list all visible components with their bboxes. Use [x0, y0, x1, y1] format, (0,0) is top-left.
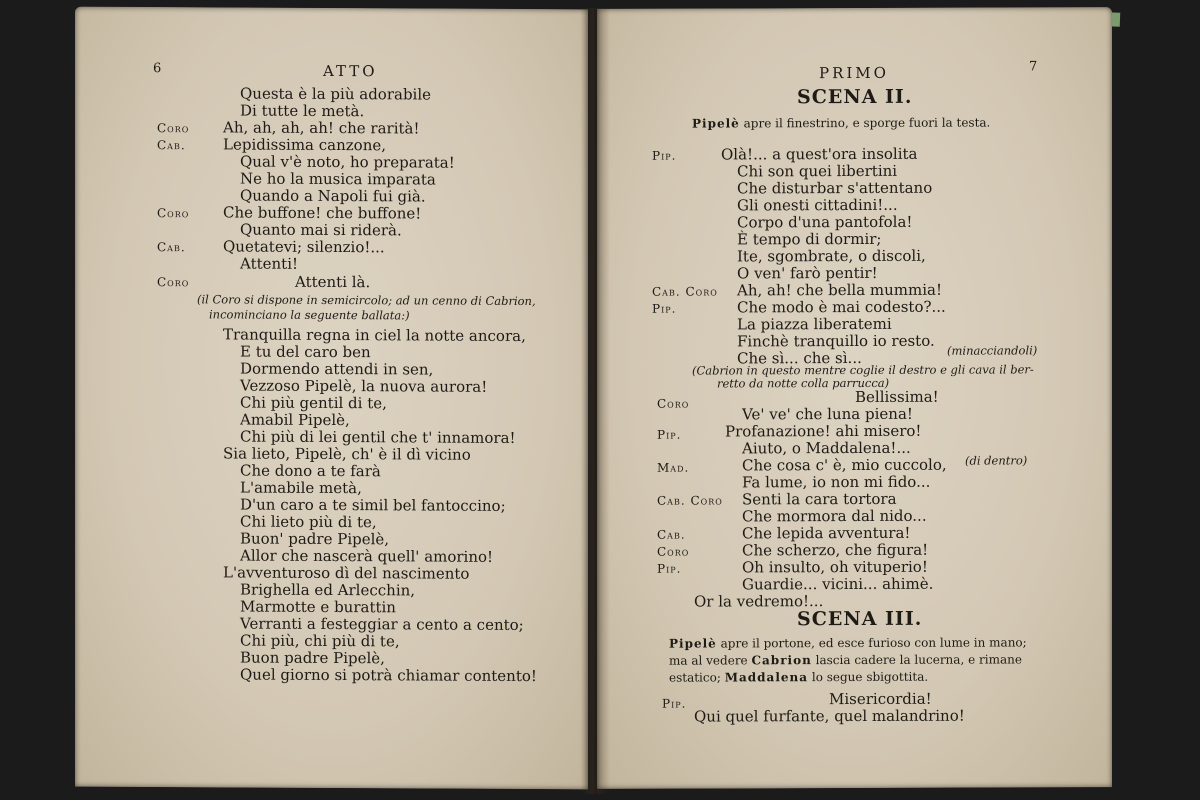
- ballata-line: E tu del caro ben: [240, 342, 371, 362]
- verse-line: Senti la cara tortora: [742, 489, 897, 509]
- book-gutter: [580, 8, 610, 794]
- speaker-label: Cab.: [157, 138, 186, 153]
- stage-direction: (il Coro si dispone in semicircolo; ad un cenno di Cabrion,: [197, 292, 536, 309]
- verse-line: Bellissima!: [855, 387, 939, 406]
- speaker-label: Pip.: [662, 696, 687, 711]
- character-name: Cabrion: [751, 653, 812, 668]
- stage-direction: (Cabrion in questo mentre coglie il destro e gli cava il ber-: [692, 362, 1034, 378]
- scene-description: [669, 635, 1027, 650]
- description-text: lo segue sbigottita.: [811, 669, 929, 685]
- verse-line: Corpo d'una pantofola!: [737, 212, 913, 232]
- verse-line: Oh insulto, oh vituperio!: [742, 557, 928, 577]
- verse-line: Guardie... vicini... ahimè.: [742, 574, 934, 594]
- verse-line: Quanto mai si riderà.: [240, 220, 402, 240]
- verse-line: Che sì... che sì...: [737, 348, 862, 368]
- description-text: lascia cadere la lucerna, e rimane: [815, 652, 1022, 668]
- ballata-line: Quel giorno si potrà chiamar contento!: [240, 665, 537, 686]
- ballata-line: Chi più di lei gentil che t' innamora!: [240, 427, 516, 447]
- verse-line: Attenti!: [240, 254, 299, 273]
- ballata-line: Vezzoso Pipelè, la nuova aurora!: [240, 376, 488, 396]
- verse-line: Lepidissima canzone,: [223, 135, 387, 155]
- speaker-label: Coro: [157, 275, 190, 290]
- speaker-label: Cab.: [157, 240, 186, 255]
- page-number: 7: [1029, 59, 1038, 75]
- ballata-line: Sia lieto, Pipelè, ch' è il dì vicino: [223, 444, 471, 464]
- verse-line: Quando a Napoli fui già.: [240, 186, 426, 206]
- running-head: PRIMO: [819, 63, 889, 83]
- verse-line: Quetatevi; silenzio!...: [223, 237, 385, 257]
- verse-line: Profanazione! ahi misero!: [725, 421, 922, 441]
- character-name: Maddalena: [724, 670, 809, 685]
- ballata-line: Chi lieto più di te,: [240, 512, 377, 532]
- left-page: [75, 7, 588, 790]
- verse-line: Chi son quei libertini: [737, 161, 898, 181]
- verse-line: Che mormora dal nido...: [742, 506, 927, 526]
- verse-line: Ah, ah! che bella mummia!: [737, 280, 943, 300]
- verse-line: Che modo è mai codesto?...: [737, 297, 946, 317]
- verse-line: Qui quel furfante, quel malandrino!: [694, 706, 965, 726]
- stage-direction: incominciano la seguente ballata:): [209, 307, 410, 323]
- description-text: estatico;: [669, 670, 721, 685]
- ballata-line: Allor che nascerà quell' amorino!: [240, 546, 494, 566]
- scene-description: [669, 652, 1022, 667]
- verse-line: Che scherzo, che figura!: [742, 540, 929, 560]
- stage-direction: (di dentro): [965, 453, 1028, 468]
- open-book: [60, 8, 1140, 794]
- speaker-label: Pip.: [652, 301, 677, 316]
- verse-line: Or la vedremo!...: [694, 592, 824, 611]
- ballata-line: L'avventuroso dì del nascimento: [223, 563, 470, 583]
- speaker-label: Cab. Coro: [657, 493, 723, 508]
- verse-line: Aiuto, o Maddalena!...: [742, 438, 911, 458]
- speaker-label: Mad.: [657, 460, 690, 475]
- verse-line: Qual v'è noto, ho preparata!: [240, 152, 455, 172]
- scene-title: SCENA III.: [797, 607, 923, 631]
- verse-line: Gli onesti cittadini!...: [737, 195, 898, 215]
- ballata-line: Tranquilla regna in ciel la notte ancora,: [223, 325, 526, 346]
- verse-line: È tempo di dormir;: [737, 229, 882, 249]
- ballata-line: Chi più gentil di te,: [240, 393, 387, 413]
- verse-line: Che buffone! che buffone!: [223, 203, 422, 223]
- character-name: Pipelè: [669, 636, 717, 651]
- scene-description: [669, 670, 928, 685]
- verse-line: Finchè tranquillo io resto.: [737, 331, 935, 351]
- ballata-line: D'un caro a te simil bel fantoccino;: [240, 495, 506, 515]
- page-number: 6: [153, 61, 162, 77]
- speaker-label: Pip.: [657, 427, 682, 442]
- verse-line: Che lepida avventura!: [742, 523, 911, 543]
- description-text: apre il finestrino, e sporge fuori la testa.: [743, 115, 991, 131]
- verse-line: Ne ho la musica imparata: [240, 169, 436, 189]
- speaker-label: Cab. Coro: [652, 284, 718, 299]
- ballata-line: Buon padre Pipelè,: [240, 648, 385, 668]
- verse-line: Che disturbar s'attentano: [737, 178, 933, 198]
- verse-line: Che cosa c' è, mio cuccolo,: [742, 455, 947, 475]
- ballata-line: Buon' padre Pipelè,: [240, 529, 390, 549]
- verse-line: O ven' farò pentir!: [737, 263, 878, 283]
- stage-direction: (minacciandoli): [947, 343, 1038, 358]
- scene-description: [692, 116, 990, 131]
- speaker-label: Pip.: [652, 148, 677, 163]
- speaker-label: Cab.: [657, 527, 686, 542]
- verse-line: Olà!... a quest'ora insolita: [721, 144, 918, 164]
- verse-line: Ah, ah, ah, ah! che rarità!: [223, 118, 420, 138]
- ballata-line: Marmotte e burattin: [240, 597, 396, 617]
- ballata-line: L'amabile metà,: [240, 478, 362, 498]
- ballata-line: Brighella ed Arlecchin,: [240, 580, 416, 600]
- scene-title: SCENA II.: [797, 85, 913, 109]
- verse-line: Questa è la più adorabile: [240, 84, 432, 104]
- speaker-label: Coro: [657, 396, 690, 411]
- ballata-line: Amabil Pipelè,: [240, 410, 350, 430]
- ballata-line: Dormendo attendi in sen,: [240, 359, 434, 379]
- ballata-line: Chi più, chi più di te,: [240, 631, 400, 651]
- verse-line: Ve' ve' che luna piena!: [742, 404, 913, 424]
- stage-direction: retto da notte colla parrucca): [717, 375, 890, 391]
- character-name: Pipelè: [692, 116, 740, 131]
- ballata-line: Verranti a festeggiar a cento a cento;: [240, 614, 524, 635]
- verse-line: Ite, sgombrate, o discoli,: [737, 246, 926, 266]
- speaker-label: Coro: [157, 206, 190, 221]
- verse-line: Di tutte le metà.: [240, 101, 365, 121]
- right-page: [597, 7, 1112, 789]
- speaker-label: Coro: [657, 544, 690, 559]
- verse-line: Fa lume, io non mi fido...: [742, 472, 931, 492]
- verse-line: Misericordia!: [829, 689, 932, 709]
- verse-line: La piazza liberatemi: [737, 314, 892, 334]
- running-head: ATTO: [323, 61, 378, 81]
- description-text: ma al vedere: [669, 653, 748, 668]
- speaker-label: Coro: [157, 121, 190, 136]
- verse-line: Attenti là.: [295, 272, 371, 292]
- ballata-line: Che dono a te farà: [240, 461, 381, 481]
- description-text: apre il portone, ed esce furioso con lume in mano;: [720, 635, 1027, 651]
- speaker-label: Pip.: [657, 561, 682, 576]
